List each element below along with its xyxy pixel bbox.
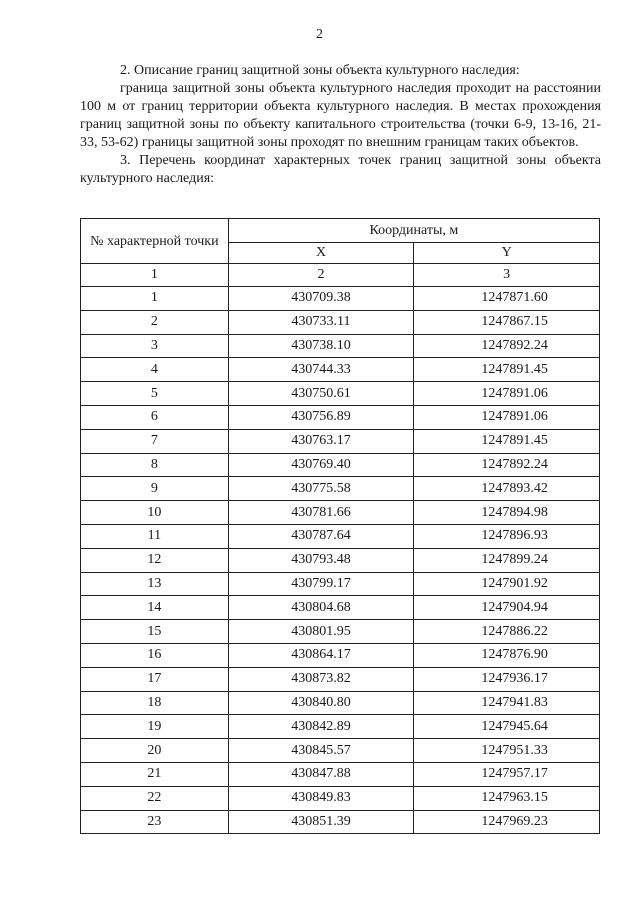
table-row bbox=[81, 786, 600, 810]
table-row bbox=[81, 691, 600, 715]
y-coordinate-cell: 1247886.22 bbox=[414, 620, 600, 644]
x-coordinate-cell: 430750.61 bbox=[228, 382, 414, 406]
table-row bbox=[81, 477, 600, 501]
table-row bbox=[81, 667, 600, 691]
y-coordinate-cell: 1247876.90 bbox=[414, 643, 600, 667]
x-coordinate-cell: 430840.80 bbox=[228, 691, 414, 715]
table-row bbox=[81, 739, 600, 763]
y-coordinate-cell: 1247936.17 bbox=[414, 667, 600, 691]
point-number-cell: 19 bbox=[81, 715, 229, 739]
y-coordinate-cell: 1247941.83 bbox=[414, 691, 600, 715]
x-coordinate-cell: 430842.89 bbox=[228, 715, 414, 739]
x-coordinate-cell: 430801.95 bbox=[228, 620, 414, 644]
y-coordinate-cell: 1247963.15 bbox=[414, 786, 600, 810]
table-row bbox=[81, 715, 600, 739]
table-row bbox=[81, 334, 600, 358]
x-coordinate-cell: 430864.17 bbox=[228, 643, 414, 667]
table-row bbox=[81, 429, 600, 453]
x-coordinate-cell: 430799.17 bbox=[228, 572, 414, 596]
x-coordinate-cell: 430849.83 bbox=[228, 786, 414, 810]
x-coordinate-cell: 430873.82 bbox=[228, 667, 414, 691]
x-coordinate-cell: 430851.39 bbox=[228, 810, 414, 834]
y-header: Y bbox=[414, 243, 600, 264]
point-number-cell: 1 bbox=[81, 287, 229, 311]
x-coordinate-cell: 430738.10 bbox=[228, 334, 414, 358]
column-index: 1 bbox=[81, 264, 229, 287]
table-row bbox=[81, 358, 600, 382]
y-coordinate-cell: 1247871.60 bbox=[414, 287, 600, 311]
table-row bbox=[81, 810, 600, 834]
point-number-cell: 11 bbox=[81, 524, 229, 548]
y-coordinate-cell: 1247904.94 bbox=[414, 596, 600, 620]
x-coordinate-cell: 430744.33 bbox=[228, 358, 414, 382]
table-row bbox=[81, 762, 600, 786]
point-number-cell: 8 bbox=[81, 453, 229, 477]
x-coordinate-cell: 430804.68 bbox=[228, 596, 414, 620]
point-number-cell: 12 bbox=[81, 548, 229, 572]
page-number: 2 bbox=[316, 27, 323, 42]
y-coordinate-cell: 1247969.23 bbox=[414, 810, 600, 834]
y-coordinate-cell: 1247894.98 bbox=[414, 501, 600, 525]
point-number-cell: 18 bbox=[81, 691, 229, 715]
table-row bbox=[81, 501, 600, 525]
point-number-cell: 6 bbox=[81, 405, 229, 429]
y-coordinate-cell: 1247957.17 bbox=[414, 762, 600, 786]
table-row bbox=[81, 382, 600, 406]
column-index: 3 bbox=[414, 264, 600, 287]
table-row bbox=[81, 596, 600, 620]
point-number-cell: 16 bbox=[81, 643, 229, 667]
y-coordinate-cell: 1247891.06 bbox=[414, 382, 600, 406]
table-row bbox=[81, 620, 600, 644]
point-number-header: № характерной точки bbox=[81, 219, 229, 264]
y-coordinate-cell: 1247891.45 bbox=[414, 429, 600, 453]
x-coordinate-cell: 430847.88 bbox=[228, 762, 414, 786]
section2-body: граница защитной зоны объекта культурного наследия проходит на расстоянии 100 м от границ территории объекта культурного наследия. В местах прохождения границ защитной зоны по объекту капитального строительства (точки 6-9, 13-16, 21-33, 53-62) границы защитной зоны проходят по внешним границам таких объектов. bbox=[80, 81, 601, 150]
section3-heading: 3. Перечень координат характерных точек границ защитной зоны объекта культурного наследия: bbox=[80, 153, 601, 186]
x-coordinate-cell: 430709.38 bbox=[228, 287, 414, 311]
coordinates-table bbox=[80, 218, 600, 834]
point-number-cell: 3 bbox=[81, 334, 229, 358]
point-number-cell: 17 bbox=[81, 667, 229, 691]
y-coordinate-cell: 1247893.42 bbox=[414, 477, 600, 501]
y-coordinate-cell: 1247901.92 bbox=[414, 572, 600, 596]
point-number-cell: 2 bbox=[81, 310, 229, 334]
point-number-cell: 9 bbox=[81, 477, 229, 501]
point-number-cell: 21 bbox=[81, 762, 229, 786]
x-coordinate-cell: 430775.58 bbox=[228, 477, 414, 501]
table-row bbox=[81, 287, 600, 311]
y-coordinate-cell: 1247892.24 bbox=[414, 453, 600, 477]
x-coordinate-cell: 430845.57 bbox=[228, 739, 414, 763]
x-coordinate-cell: 430756.89 bbox=[228, 405, 414, 429]
x-coordinate-cell: 430793.48 bbox=[228, 548, 414, 572]
point-number-cell: 22 bbox=[81, 786, 229, 810]
x-coordinate-cell: 430733.11 bbox=[228, 310, 414, 334]
y-coordinate-cell: 1247891.06 bbox=[414, 405, 600, 429]
table-row bbox=[81, 524, 600, 548]
point-number-cell: 15 bbox=[81, 620, 229, 644]
point-number-cell: 5 bbox=[81, 382, 229, 406]
table-row bbox=[81, 643, 600, 667]
point-number-cell: 4 bbox=[81, 358, 229, 382]
table-row bbox=[81, 572, 600, 596]
x-coordinate-cell: 430781.66 bbox=[228, 501, 414, 525]
y-coordinate-cell: 1247899.24 bbox=[414, 548, 600, 572]
point-number-cell: 23 bbox=[81, 810, 229, 834]
table-row bbox=[81, 405, 600, 429]
coordinates-header: Координаты, м bbox=[228, 219, 599, 243]
point-number-cell: 20 bbox=[81, 739, 229, 763]
x-coordinate-cell: 430787.64 bbox=[228, 524, 414, 548]
point-number-cell: 7 bbox=[81, 429, 229, 453]
x-coordinate-cell: 430763.17 bbox=[228, 429, 414, 453]
table-row bbox=[81, 548, 600, 572]
text-section bbox=[80, 62, 601, 188]
x-coordinate-cell: 430769.40 bbox=[228, 453, 414, 477]
table-row bbox=[81, 453, 600, 477]
y-coordinate-cell: 1247892.24 bbox=[414, 334, 600, 358]
point-number-cell: 14 bbox=[81, 596, 229, 620]
y-coordinate-cell: 1247867.15 bbox=[414, 310, 600, 334]
column-index: 2 bbox=[228, 264, 414, 287]
x-header: X bbox=[228, 243, 414, 264]
y-coordinate-cell: 1247896.93 bbox=[414, 524, 600, 548]
point-number-cell: 10 bbox=[81, 501, 229, 525]
y-coordinate-cell: 1247951.33 bbox=[414, 739, 600, 763]
y-coordinate-cell: 1247891.45 bbox=[414, 358, 600, 382]
table-body bbox=[81, 287, 600, 834]
point-number-cell: 13 bbox=[81, 572, 229, 596]
section2-heading: 2. Описание границ защитной зоны объекта культурного наследия: bbox=[120, 63, 520, 78]
y-coordinate-cell: 1247945.64 bbox=[414, 715, 600, 739]
table-row bbox=[81, 310, 600, 334]
